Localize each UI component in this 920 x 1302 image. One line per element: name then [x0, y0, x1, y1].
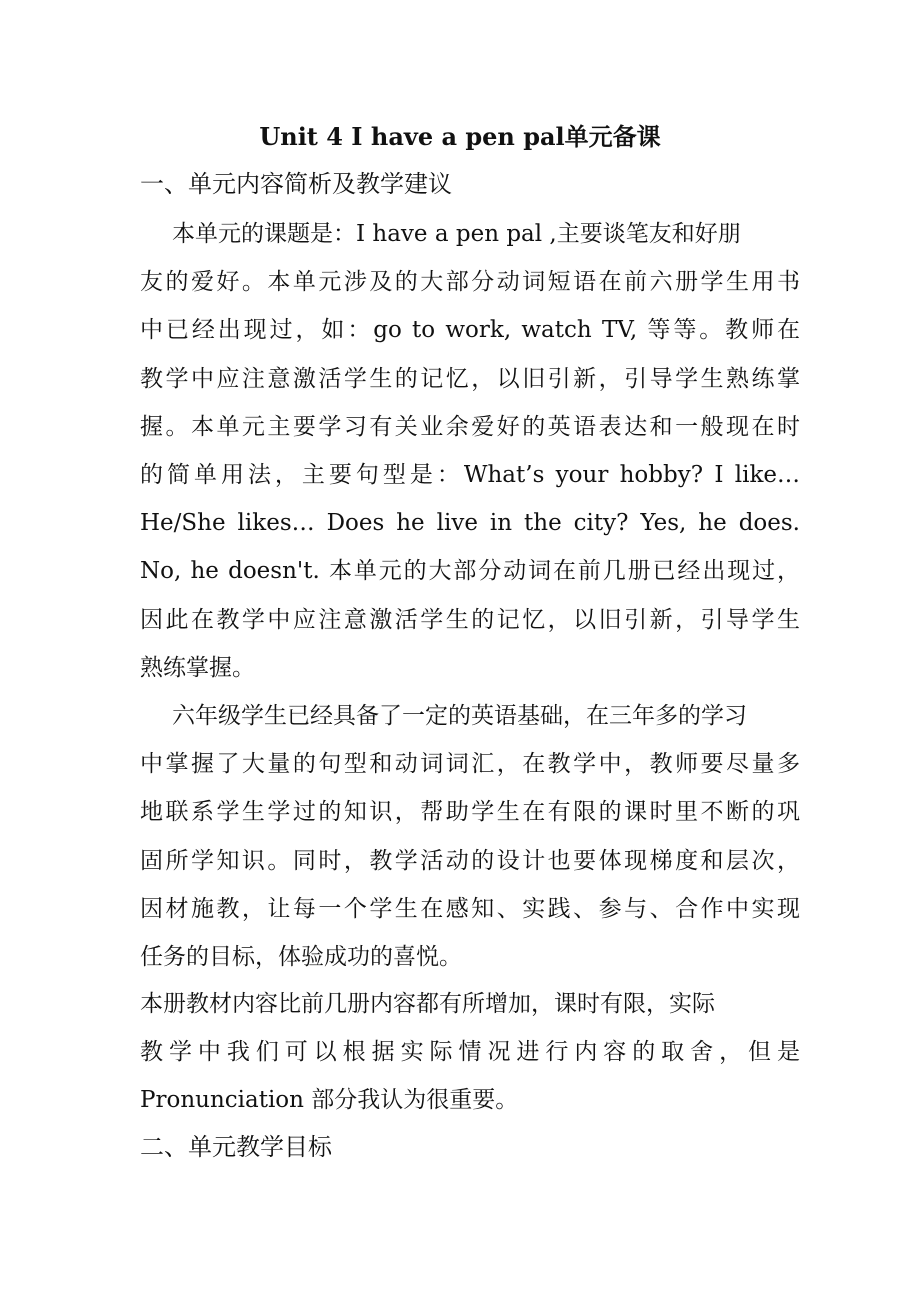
paragraph-line: 友的爱好。本单元涉及的大部分动词短语在前六册学生用书 — [140, 269, 800, 296]
section-heading-2: 二、单元教学目标 — [140, 1133, 332, 1161]
paragraph-line: 任务的目标，体验成功的喜悦。 — [140, 943, 462, 970]
paragraph-line: 本单元的课题是：I have a pen pal ,主要谈笔友和好朋 — [172, 221, 741, 247]
paragraph-line: 中已经出现过，如：go to work, watch TV, 等等。教师在 — [140, 317, 800, 344]
paragraph-line: He/She likes… Does he live in the city? Yes, he does. — [140, 510, 800, 537]
paragraph-line: 中掌握了大量的句型和动词词汇，在教学中，教师要尽量多 — [140, 751, 800, 778]
paragraph-line: 教学中应注意激活学生的记忆，以旧引新，引导学生熟练掌 — [140, 365, 800, 392]
paragraph-line: 因此在教学中应注意激活学生的记忆，以旧引新，引导学生 — [140, 606, 800, 633]
paragraph-line: Pronunciation 部分我认为很重要。 — [140, 1087, 519, 1114]
paragraph-1 — [140, 210, 800, 692]
paragraph-line: No, he doesn't. 本单元的大部分动词在前几册已经出现过， — [140, 558, 800, 585]
paragraph-3 — [140, 980, 800, 1125]
section-heading-1: 一、单元内容简析及教学建议 — [140, 170, 452, 198]
paragraph-line: 六年级学生已经具备了一定的英语基础，在三年多的学习 — [172, 703, 747, 729]
paragraph-line: 地联系学生学过的知识，帮助学生在有限的课时里不断的巩 — [140, 799, 800, 826]
paragraph-line: 固所学知识。同时，教学活动的设计也要体现梯度和层次， — [140, 847, 800, 874]
paragraph-2 — [140, 692, 800, 981]
paragraph-line: 本册教材内容比前几册内容都有所增加，课时有限，实际 — [140, 991, 715, 1017]
paragraph-line: 因材施教，让每一个学生在感知、实践、参与、合作中实现 — [140, 895, 800, 922]
document-title: Unit 4 I have a pen pal单元备课 — [259, 122, 661, 151]
paragraph-line: 的简单用法，主要句型是：What’s your hobby? I like… — [140, 461, 800, 488]
paragraph-line: 熟练掌握。 — [140, 654, 255, 681]
paragraph-line: 握。本单元主要学习有关业余爱好的英语表达和一般现在时 — [140, 413, 800, 440]
paragraph-line: 教学中我们可以根据实际情况进行内容的取舍，但是 — [140, 1039, 800, 1066]
